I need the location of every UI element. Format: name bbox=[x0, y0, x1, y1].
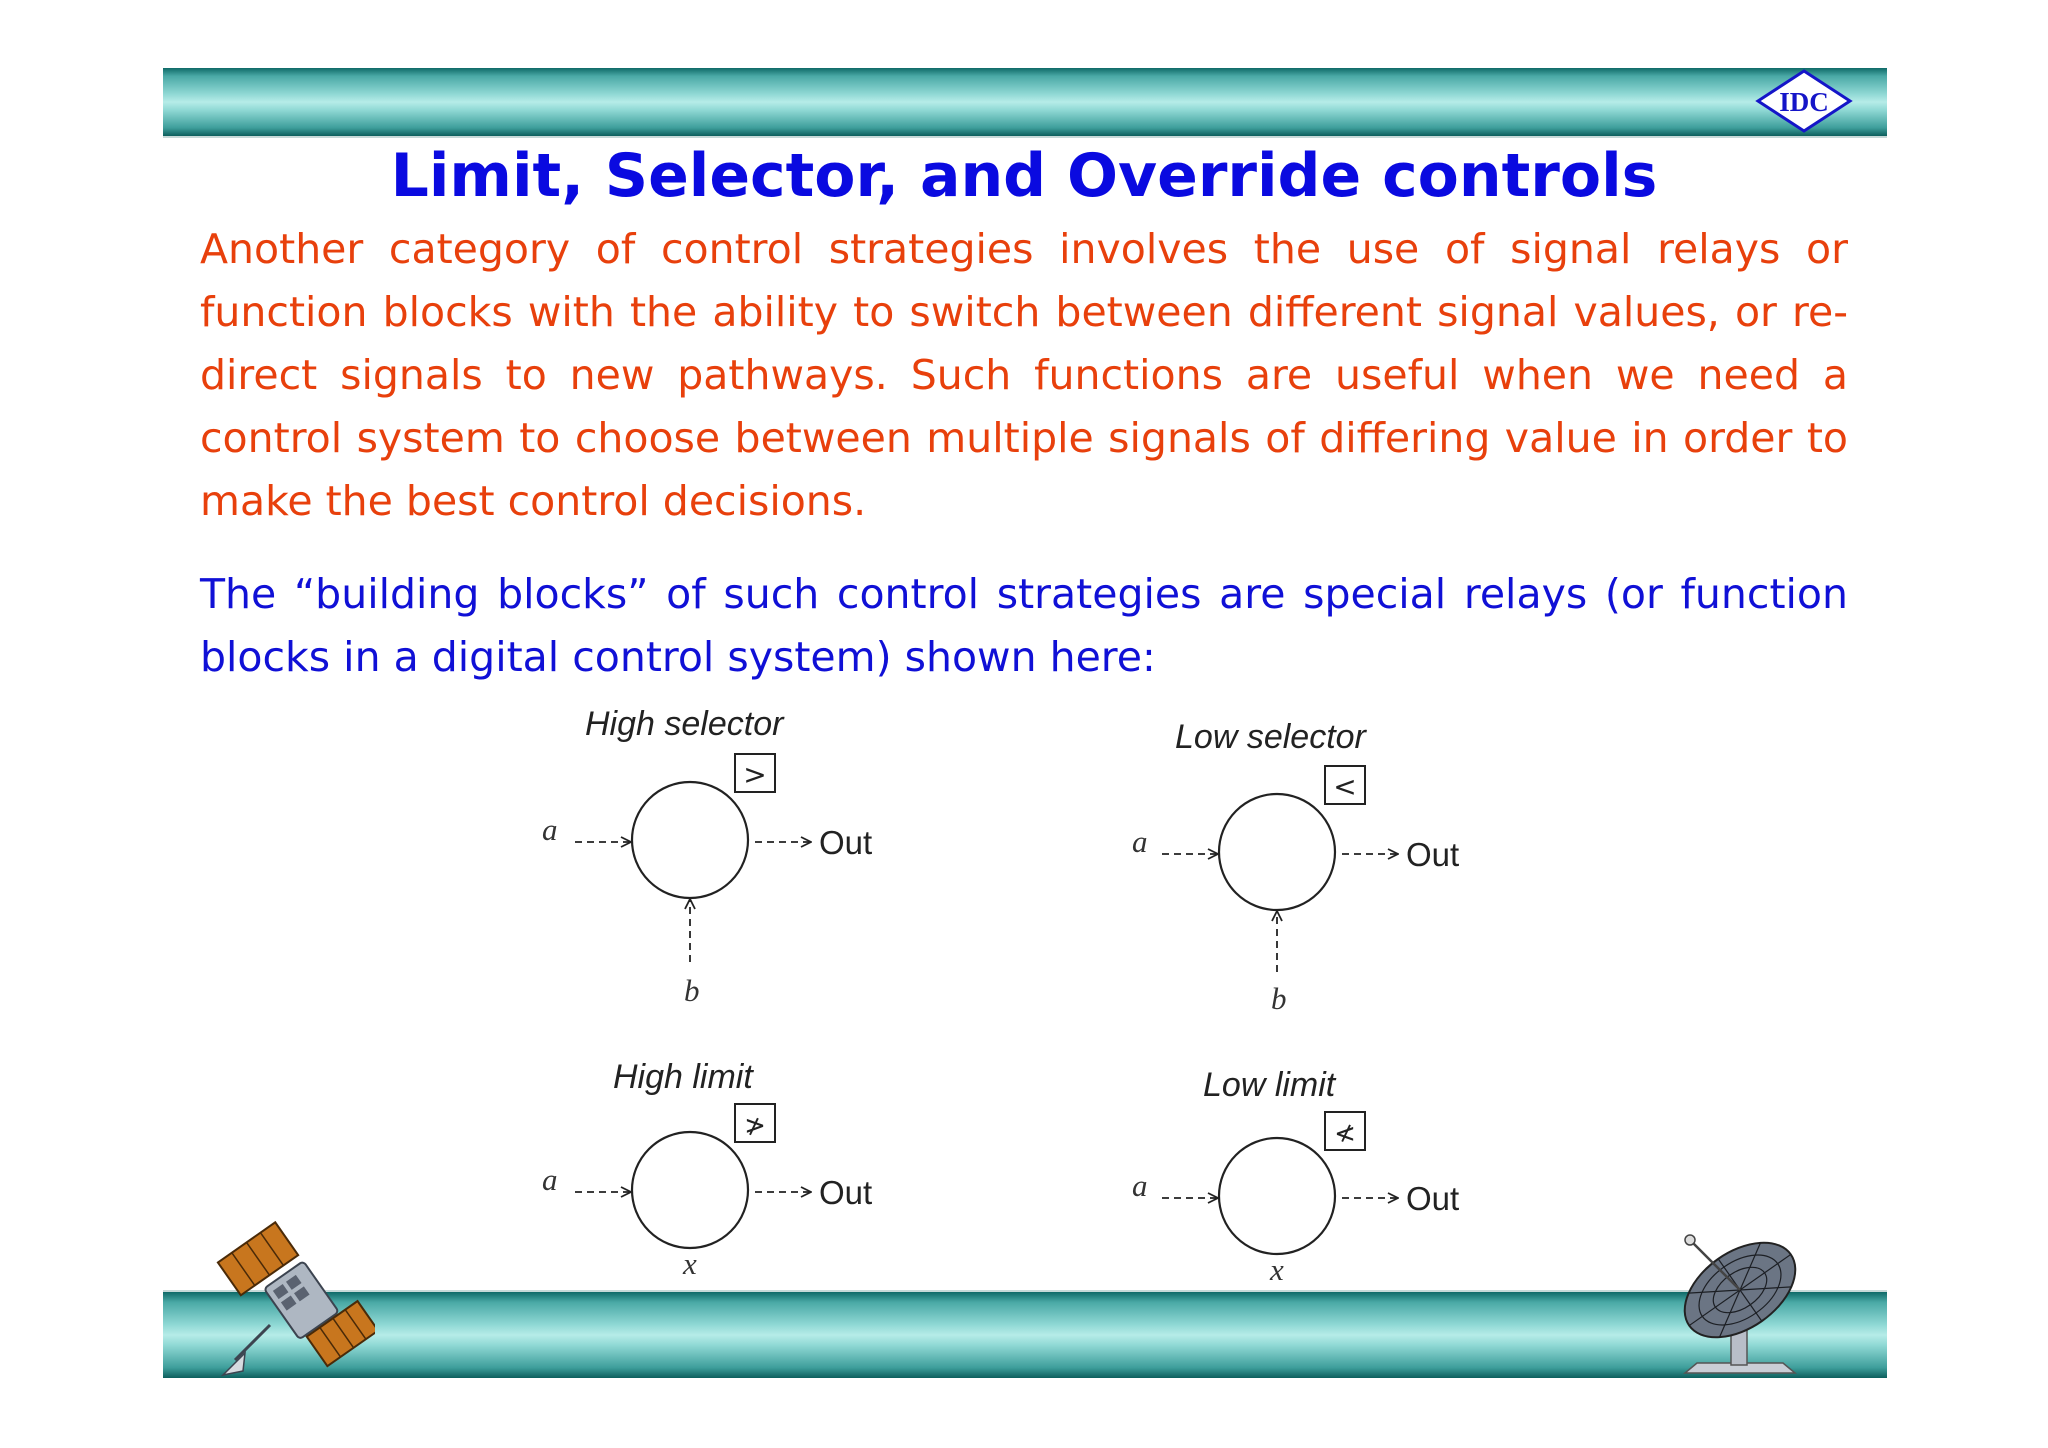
high-selector-title: High selector bbox=[585, 705, 784, 743]
high-selector-input-a: a bbox=[542, 812, 558, 847]
low-selector-title: Low selector bbox=[1175, 718, 1366, 756]
satellite-icon bbox=[215, 1215, 375, 1380]
low-limit-output: Out bbox=[1406, 1180, 1460, 1217]
low-selector-symbol: < bbox=[1333, 770, 1357, 803]
header-band bbox=[163, 68, 1887, 136]
high-limit-title: High limit bbox=[613, 1058, 753, 1096]
low-limit-block bbox=[1132, 1066, 1459, 1287]
high-selector-symbol: > bbox=[743, 758, 767, 791]
high-selector-block bbox=[542, 705, 872, 1008]
high-limit-block bbox=[542, 1058, 872, 1281]
footer-band bbox=[163, 1292, 1887, 1378]
low-selector-output: Out bbox=[1406, 836, 1460, 873]
low-selector-block bbox=[1132, 718, 1459, 1016]
building-blocks-paragraph: The “building blocks” of such control strategies are special relays (or function blocks in a digital control system) shown here: bbox=[200, 570, 1848, 681]
high-limit-circle bbox=[632, 1132, 748, 1248]
low-selector-input-b: b bbox=[1271, 981, 1287, 1016]
low-limit-input-x: x bbox=[1270, 1252, 1284, 1287]
high-limit-symbol: ≯ bbox=[744, 1111, 766, 1141]
page-title: Limit, Selector, and Override controls bbox=[390, 141, 1658, 211]
low-limit-title: Low limit bbox=[1203, 1066, 1336, 1104]
high-selector-input-b: b bbox=[684, 973, 700, 1008]
relay-blocks-diagram bbox=[520, 700, 1520, 1300]
low-limit-circle bbox=[1219, 1138, 1335, 1254]
high-limit-input-x: x bbox=[683, 1246, 697, 1281]
satellite-dish-icon bbox=[1665, 1205, 1815, 1380]
high-limit-input-a: a bbox=[542, 1162, 558, 1197]
low-limit-input-a: a bbox=[1132, 1168, 1148, 1203]
high-selector-circle bbox=[632, 782, 748, 898]
low-limit-symbol: ≮ bbox=[1334, 1119, 1356, 1149]
logo-text: IDC bbox=[1779, 87, 1829, 117]
low-selector-input-a: a bbox=[1132, 824, 1148, 859]
high-selector-output: Out bbox=[819, 824, 873, 861]
intro-paragraph: Another category of control strategies involves the use of signal relays or function blocks with the ability to switch between different signal values, or re-direct signals to new pathways. Such functions are useful when we need a control system to choose between multiple signals of differing value in order to make the best control decisions. bbox=[200, 225, 1848, 525]
high-limit-output: Out bbox=[819, 1174, 873, 1211]
idc-logo-icon bbox=[1754, 68, 1854, 134]
low-selector-circle bbox=[1219, 794, 1335, 910]
